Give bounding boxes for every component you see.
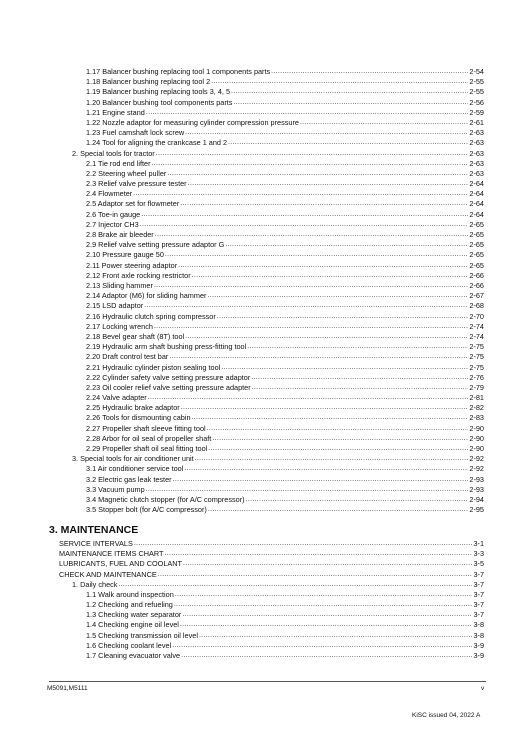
toc-entry-title: 2.14 Adaptor (M6) for sliding hammer: [86, 291, 207, 301]
toc-entry-page: 2-63: [469, 138, 484, 148]
toc-entry-page: 2-55: [469, 87, 484, 97]
toc-entry-page: 2-65: [469, 250, 484, 260]
footer-issue-note: KiSC issued 04, 2022 A: [412, 712, 481, 719]
toc-entry-title: 1.3 Checking water separator: [86, 610, 182, 620]
toc-entry: [86, 619, 484, 629]
toc-entry: [86, 229, 484, 239]
toc-entry-title: 2.7 Injector CH3: [86, 219, 139, 229]
toc-entry-page: 3-9: [473, 640, 484, 650]
toc-dot-leader: [178, 262, 468, 270]
toc-dot-leader: [118, 581, 472, 589]
toc-entry-page: 2-70: [469, 311, 484, 321]
toc-entry-title: 1.20 Balancer bushing tool components parts: [86, 97, 233, 107]
toc-entry: [86, 640, 484, 650]
toc-dot-leader: [174, 601, 473, 609]
toc-entry: [86, 137, 484, 147]
toc-dot-leader: [212, 435, 468, 443]
toc-entry-page: 3-7: [473, 569, 484, 579]
toc-entry-title: 2.2 Steering wheel puller: [86, 168, 167, 178]
toc-entry-page: 3-3: [473, 549, 484, 559]
toc-entry-title: 2.16 Hydraulic clutch spring compressor: [86, 311, 216, 321]
toc-entry-page: 2-66: [469, 280, 484, 290]
toc-entry: [86, 474, 484, 484]
toc-entry-page: 2-59: [469, 107, 484, 117]
toc-entry-title: 3.5 Stopper bolt (for A/C compressor): [86, 505, 207, 515]
toc-entry: [86, 249, 484, 259]
toc-dot-leader: [207, 292, 468, 300]
toc-entry-title: 2.21 Hydraulic cylinder piston sealing tool: [86, 362, 221, 372]
toc-entry-title: 1.19 Balancer bushing replacing tools 3, 4, 5: [86, 87, 231, 97]
toc-dot-leader: [156, 150, 469, 158]
toc-entry-page: 2-93: [469, 474, 484, 484]
toc-dot-leader: [195, 455, 469, 463]
toc-entry-title: 2.11 Power steering adaptor: [86, 260, 178, 270]
toc-entry-title: 2.3 Relief valve pressure tester: [86, 179, 187, 189]
toc-entry-page: 2-63: [469, 158, 484, 168]
toc-entry-title: 2.20 Draft control test bar: [86, 352, 169, 362]
toc-entry: [86, 321, 484, 331]
toc-entry-title: 2.15 LSD adaptor: [86, 301, 144, 311]
toc-entry-title: 1.18 Balancer bushing replacing tool 2: [86, 77, 211, 87]
toc-dot-leader: [167, 170, 468, 178]
toc-entry: [86, 599, 484, 609]
toc-entry-page: 3-7: [473, 600, 484, 610]
toc-dot-leader: [180, 621, 473, 629]
toc-entry: [86, 412, 484, 422]
toc-dot-leader: [181, 404, 469, 412]
toc-entry: [86, 270, 484, 280]
toc-entry: [86, 392, 484, 402]
toc-dot-leader: [208, 506, 469, 514]
toc-entry-page: 2-95: [469, 505, 484, 515]
toc-entry: [86, 372, 484, 382]
toc-entry-page: 2-74: [469, 331, 484, 341]
toc-entry: [86, 239, 484, 249]
toc-entry-title: 3.1 Air conditioner service tool: [86, 464, 184, 474]
toc-entry-title: 1.1 Walk around inspection: [86, 589, 174, 599]
toc-entry: [86, 443, 484, 453]
toc-entry-page: 2-92: [469, 464, 484, 474]
toc-dot-leader: [152, 160, 469, 168]
toc-entry: [86, 219, 484, 229]
toc-entry-page: 3-1: [473, 539, 484, 548]
toc-entry-title: 2.25 Hydraulic brake adaptor: [86, 403, 180, 413]
toc-entry-title: 2. Special tools for tractor: [72, 148, 155, 158]
toc-dot-leader: [251, 374, 468, 382]
toc-entry-page: 2-56: [469, 97, 484, 107]
toc-entry-title: 1.4 Checking engine oil level: [86, 620, 179, 630]
toc-dot-leader: [154, 323, 468, 331]
toc-dot-leader: [155, 231, 469, 239]
toc-entry-page: 3-7: [473, 579, 484, 589]
toc-entry-title: 2.12 Front axle rocking restrictor: [86, 270, 191, 280]
toc-dot-leader: [184, 465, 468, 473]
toc-dot-leader: [164, 550, 472, 558]
toc-entry-page: 2-63: [469, 128, 484, 138]
toc-entry: [86, 66, 484, 76]
toc-dot-leader: [154, 282, 468, 290]
toc-entry-page: 2-75: [469, 352, 484, 362]
toc-entry-page: 2-68: [469, 301, 484, 311]
toc-entry: [59, 558, 484, 568]
toc-entry: [59, 569, 484, 579]
footer-page-number: v: [481, 685, 485, 692]
toc-entry-title: 2.26 Tools for dismounting cabin: [86, 413, 191, 423]
toc-entry-title: 1.6 Checking coolant level: [86, 640, 172, 650]
toc-dot-leader: [165, 251, 469, 259]
toc-entry-title: 3.4 Magnetic clutch stopper (for A/C compressor): [86, 494, 245, 504]
footer-model: M5091,M5111: [47, 685, 88, 692]
toc-entry-title: 1.23 Fuel camshaft lock screw: [86, 128, 185, 138]
toc-entry: [86, 97, 484, 107]
toc-entry-title: CHECK AND MAINTENANCE: [59, 569, 157, 579]
toc-entry: [86, 107, 484, 117]
toc-entry-title: MAINTENANCE ITEMS CHART: [59, 549, 164, 559]
toc-entry-title: 2.10 Pressure gauge 50: [86, 250, 164, 260]
footer-divider: [49, 681, 486, 682]
toc-dot-leader: [225, 241, 468, 249]
toc-entry-page: 2-90: [469, 433, 484, 443]
toc-dot-leader: [271, 68, 468, 76]
toc-entry-page: 2-65: [469, 260, 484, 270]
toc-entry-title: 1.2 Checking and refueling: [86, 600, 173, 610]
toc-dot-leader: [146, 486, 469, 494]
toc-entry-page: 2-74: [469, 321, 484, 331]
toc-dot-leader: [175, 591, 473, 599]
toc-dot-leader: [141, 211, 468, 219]
toc-entry-page: 2-92: [469, 454, 484, 464]
toc-entry-title: 1.22 Nozzle adaptor for measuring cylinder compression pressure: [86, 117, 299, 127]
toc-dot-leader: [208, 445, 468, 453]
toc-dot-leader: [185, 333, 468, 341]
toc-dot-leader: [146, 109, 469, 117]
toc-entry: [86, 463, 484, 473]
toc-dot-leader: [180, 200, 468, 208]
toc-entry-page: 2-64: [469, 189, 484, 199]
toc-dot-leader: [199, 632, 473, 640]
toc-entry: [59, 538, 484, 548]
toc-entry: [72, 579, 484, 589]
toc-entry-page: 2-93: [469, 484, 484, 494]
toc-entry-title: LUBRICANTS, FUEL AND COOLANT: [59, 559, 182, 569]
toc-entry-page: 2-83: [469, 413, 484, 423]
toc-dot-leader: [185, 129, 468, 137]
toc-entry-title: 2.27 Propeller shaft sleeve fitting tool: [86, 423, 206, 433]
toc-entry: [86, 76, 484, 86]
toc-entry: [72, 148, 484, 158]
toc-entry-page: 2-64: [469, 199, 484, 209]
toc-entry: [86, 504, 484, 514]
toc-entry-title: 2.29 Propeller shaft oil seal fitting tool: [86, 444, 208, 454]
toc-entry-title: 1.7 Cleaning evacuator valve: [86, 650, 181, 660]
toc-entry-title: SERVICE INTERVALS: [59, 539, 133, 548]
toc-entry-title: 2.8 Brake air bleeder: [86, 230, 154, 240]
toc-entry: [86, 290, 484, 300]
toc-entry-page: 2-63: [469, 148, 484, 158]
toc-entry-page: 2-63: [469, 168, 484, 178]
toc-dot-leader: [233, 99, 468, 107]
toc-entry-title: 2.4 Flowmeter: [86, 189, 133, 199]
toc-dot-leader: [207, 425, 469, 433]
toc-entry-page: 2-65: [469, 219, 484, 229]
toc-entry-page: 2-90: [469, 423, 484, 433]
toc-dot-leader: [252, 384, 469, 392]
toc-dot-leader: [188, 180, 469, 188]
toc-dot-leader: [300, 119, 468, 127]
toc-entry-page: 3-8: [473, 630, 484, 640]
section-heading: 3. MAINTENANCE: [49, 524, 139, 536]
toc-entry: [59, 548, 484, 558]
toc-dot-leader: [221, 364, 468, 372]
toc-entry-title: 2.28 Arbor for oil seal of propeller shaft: [86, 433, 212, 443]
toc-entry-title: 2.22 Cylinder safety valve setting pressure adaptor: [86, 372, 251, 382]
toc-entry: [86, 311, 484, 321]
toc-entry: [86, 382, 484, 392]
toc-entry: [86, 117, 484, 127]
toc-entry: [86, 589, 484, 599]
toc-entry-page: 3-7: [473, 610, 484, 620]
toc-entry: [86, 300, 484, 310]
toc-entry: [86, 494, 484, 504]
toc-entry: [86, 178, 484, 188]
toc-entry-title: 3.3 Vacuum pump: [86, 484, 145, 494]
toc-entry: [86, 158, 484, 168]
toc-dot-leader: [231, 88, 468, 96]
toc-entry: [86, 86, 484, 96]
toc-entry-title: 2.17 Locking wrench: [86, 321, 153, 331]
toc-entry: [72, 453, 484, 463]
toc-dot-leader: [246, 496, 469, 504]
toc-dot-leader: [192, 272, 469, 280]
toc-entry-title: 2.9 Relief valve setting pressure adaptor G: [86, 240, 225, 250]
toc-entry: [86, 168, 484, 178]
toc-entry: [86, 362, 484, 372]
toc-entry-title: 3. Special tools for air conditioner unit: [72, 454, 194, 464]
toc-entry-page: 2-64: [469, 179, 484, 189]
toc-entry-title: 1.24 Tool for aligning the crankcase 1 and 2: [86, 138, 228, 148]
toc-dot-leader: [173, 476, 469, 484]
toc-entry-page: 2-65: [469, 240, 484, 250]
toc-entry: [86, 188, 484, 198]
toc-entry-page: 2-76: [469, 372, 484, 382]
toc-entry-title: 2.19 Hydraulic arm shaft bushing press-fitting tool: [86, 342, 247, 352]
toc-dot-leader: [140, 221, 469, 229]
toc-entry-page: 2-81: [469, 393, 484, 403]
toc-entry-page: 3-5: [473, 559, 484, 569]
toc-dot-leader: [217, 313, 469, 321]
toc-entry-title: 2.6 Toe-in gauge: [86, 209, 141, 219]
toc-entry: [86, 331, 484, 341]
toc-dot-leader: [134, 540, 473, 548]
toc-dot-leader: [182, 611, 472, 619]
toc-entry: [86, 341, 484, 351]
toc-entry-page: 2-55: [469, 77, 484, 87]
toc-dot-leader: [169, 353, 468, 361]
toc-dot-leader: [228, 139, 468, 147]
toc-entry: [86, 280, 484, 290]
toc-dot-leader: [247, 343, 468, 351]
toc-dot-leader: [158, 571, 473, 579]
toc-entry: [86, 423, 484, 433]
toc-entry-title: 1.5 Checking transmission oil level: [86, 630, 198, 640]
toc-entry-page: 2-64: [469, 209, 484, 219]
toc-entry-page: 3-8: [473, 620, 484, 630]
toc-dot-leader: [211, 78, 468, 86]
toc-entry-page: 2-94: [469, 494, 484, 504]
toc-dot-leader: [181, 652, 472, 660]
toc-entry: [86, 484, 484, 494]
toc-entry-title: 3.2 Electric gas leak tester: [86, 474, 172, 484]
toc-entry-page: 2-54: [469, 67, 484, 76]
toc-entry-title: 1. Daily check: [72, 579, 118, 589]
toc-dot-leader: [148, 394, 469, 402]
toc-entry-title: 2.5 Adaptor set for flowmeter: [86, 199, 180, 209]
toc-entry-page: 3-7: [473, 589, 484, 599]
toc-entry-page: 2-82: [469, 403, 484, 413]
toc-entry-title: 2.13 Sliding hammer: [86, 280, 153, 290]
toc-dot-leader: [133, 190, 468, 198]
toc-entry-title: 2.24 Valve adapter: [86, 393, 147, 403]
toc-dot-leader: [192, 414, 469, 422]
toc-entry-page: 2-61: [469, 117, 484, 127]
toc-entry-page: 2-75: [469, 362, 484, 372]
toc-entry: [86, 402, 484, 412]
toc-entry: [86, 127, 484, 137]
toc-entry-title: 2.1 Tie rod end lifter: [86, 158, 151, 168]
toc-entry-page: 2-75: [469, 342, 484, 352]
toc-entry-page: 2-79: [469, 382, 484, 392]
toc-entry-title: 1.21 Engine stand: [86, 107, 145, 117]
toc-entry: [86, 630, 484, 640]
toc-entry: [86, 351, 484, 361]
toc-entry: [86, 433, 484, 443]
toc-dot-leader: [183, 560, 472, 568]
toc-entry-title: 2.18 Bevel gear shaft (8T) tool: [86, 331, 185, 341]
toc-entry-page: 3-9: [473, 650, 484, 660]
toc-entry: [86, 650, 484, 660]
toc-entry: [86, 209, 484, 219]
toc-entry-title: 1.17 Balancer bushing replacing tool 1 components parts: [86, 67, 271, 76]
toc-entry-page: 2-90: [469, 444, 484, 454]
toc-dot-leader: [144, 302, 468, 310]
toc-dot-leader: [172, 642, 472, 650]
toc-entry: [86, 260, 484, 270]
toc-entry-title: 2.23 Oil cooler relief valve setting pressure adapter: [86, 382, 251, 392]
toc-entry-page: 2-66: [469, 270, 484, 280]
toc-entry: [86, 198, 484, 208]
toc-entry-page: 2-67: [469, 291, 484, 301]
toc-entry: [86, 609, 484, 619]
toc-entry-page: 2-65: [469, 230, 484, 240]
